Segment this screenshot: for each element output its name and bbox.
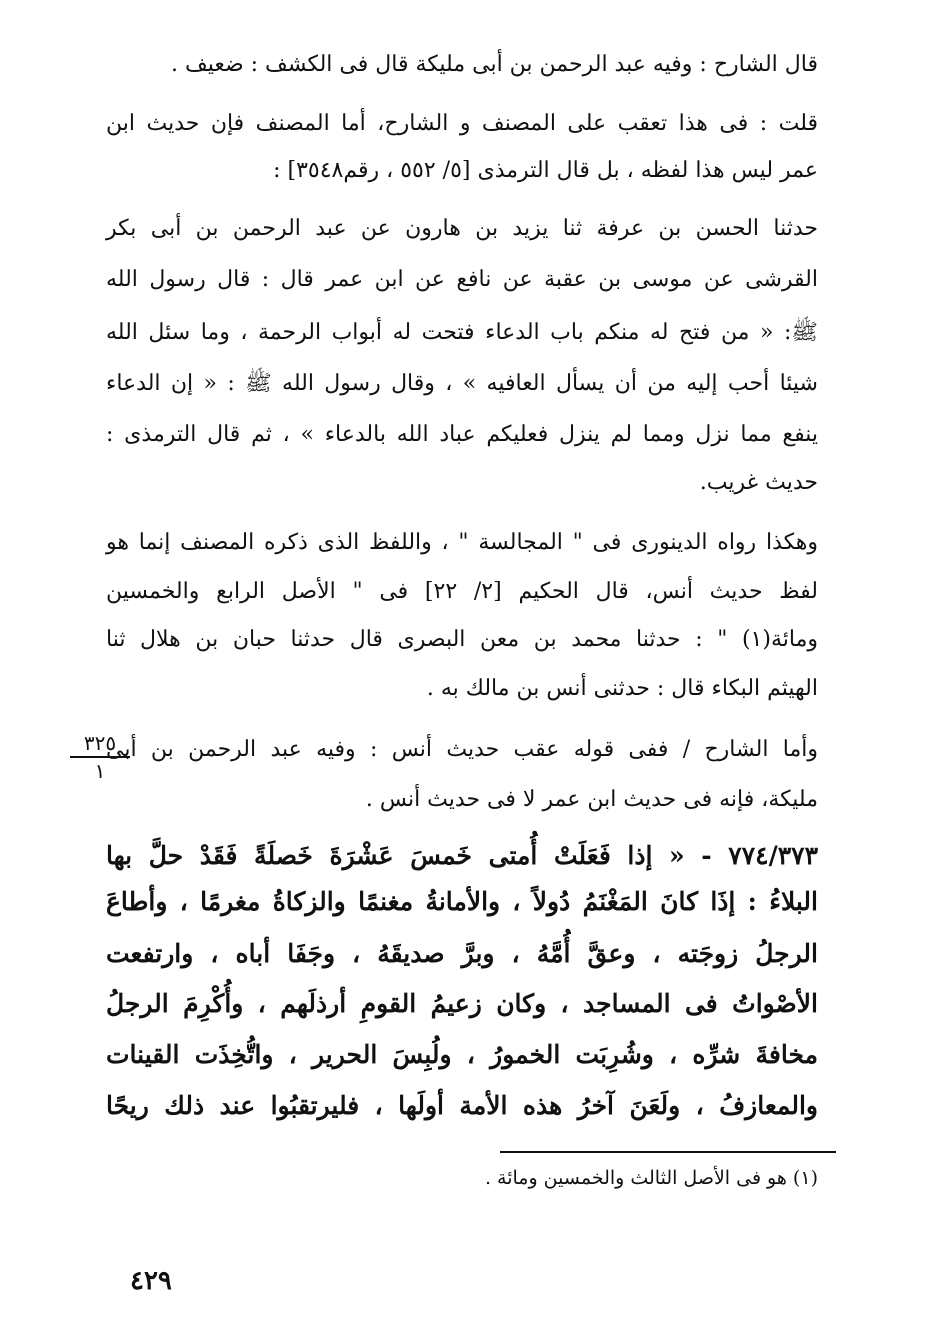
text-line: وأما الشارح / ففى قوله عقب حديث أنس : وفيه عبد الرحمن بن أبى	[106, 737, 818, 762]
text-line: ومائة(١) " : حدثنا محمد بن معن البصرى قال حدثنا حبان بن هلال ثنا	[106, 627, 818, 652]
text-line: وهكذا رواه الدينورى فى " المجالسة " ، واللفظ الذى ذكره المصنف إنما هو	[106, 530, 818, 555]
text-line: حديث غريب.	[699, 470, 818, 495]
margin-folio-note	[70, 732, 130, 782]
footnote: (١) هو فى الأصل الثالث والخمسين ومائة .	[484, 1167, 818, 1189]
page-number: ٤٢٩	[130, 1266, 172, 1296]
text-line: قال الشارح : وفيه عبد الرحمن بن أبى مليكة قال فى الكشف : ضعيف .	[170, 52, 818, 77]
hadith-line: البلاءُ : إذَا كانَ المَغْنَمُ دُولاً ، والأمانةُ مغنمًا والزكاةُ مغرمًا ، وأطاعَ	[106, 887, 818, 916]
text-line: عمر ليس هذا لفظه ، بل قال الترمذى [٥/ ٥٥٢ ، رقم٣٥٤٨] :	[273, 158, 818, 183]
hadith-line: والمعازفُ ، ولَعَنَ آخرُ هذه الأمة أولَها ، فليرتقبُوا عند ذلك ريحًا	[106, 1091, 818, 1120]
text-line: القرشى عن موسى بن عقبة عن نافع عن ابن عمر قال : قال رسول الله	[106, 267, 818, 292]
footnote-separator	[500, 1151, 836, 1153]
text-line: الهيثم البكاء قال : حدثنى أنس بن مالك به .	[426, 676, 818, 701]
hadith-line: ٧٧٤/٣٧٣ - « إذا فَعَلَتْ أُمتى خَمسَ عَشْرَةَ خَصلَةً فَقَدْ حلَّ بها	[106, 841, 818, 870]
hadith-line: مخافةَ شرِّه ، وشُرِبَت الخمورُ ، ولُبِسَ الحرير ، واتُّخِذَت القينات	[106, 1040, 818, 1069]
text-line: لفظ حديث أنس، قال الحكيم [٢/ ٢٢] فى " الأصل الرابع والخمسين	[106, 579, 819, 604]
text-line: ﷺ: « من فتح له منكم باب الدعاء فتحت له أبواب الرحمة ، وما سئل الله	[106, 320, 818, 345]
margin-folio-side: ١	[94, 759, 106, 783]
text-line: مليكة، فإنه فى حديث ابن عمر لا فى حديث أنس .	[365, 787, 818, 812]
text-line: شيئا أحب إليه من أن يسأل العافيه » ، وقال رسول الله ﷺ : « إن الدعاء	[106, 371, 818, 396]
text-line: حدثنا الحسن بن عرفة ثنا يزيد بن هارون عن عبد الرحمن بن أبى بكر	[106, 216, 818, 241]
hadith-line: الأصْواتُ فى المساجد ، وكان زعيمُ القومِ أرذلَهم ، وأُكْرِمَ الرجلُ	[106, 989, 818, 1018]
margin-folio-number: ٣٢٥	[70, 732, 130, 758]
text-line: قلت : فى هذا تعقب على المصنف و الشارح، أما المصنف فإن حديث ابن	[106, 111, 818, 136]
text-line: ينفع مما نزل ومما لم ينزل فعليكم عباد الله بالدعاء » ، ثم قال الترمذى :	[106, 422, 818, 447]
hadith-line: الرجلُ زوجَته ، وعقَّ أُمَّهُ ، وبرَّ صديقَهُ ، وجَفَا أباه ، وارتفعت	[106, 939, 818, 968]
